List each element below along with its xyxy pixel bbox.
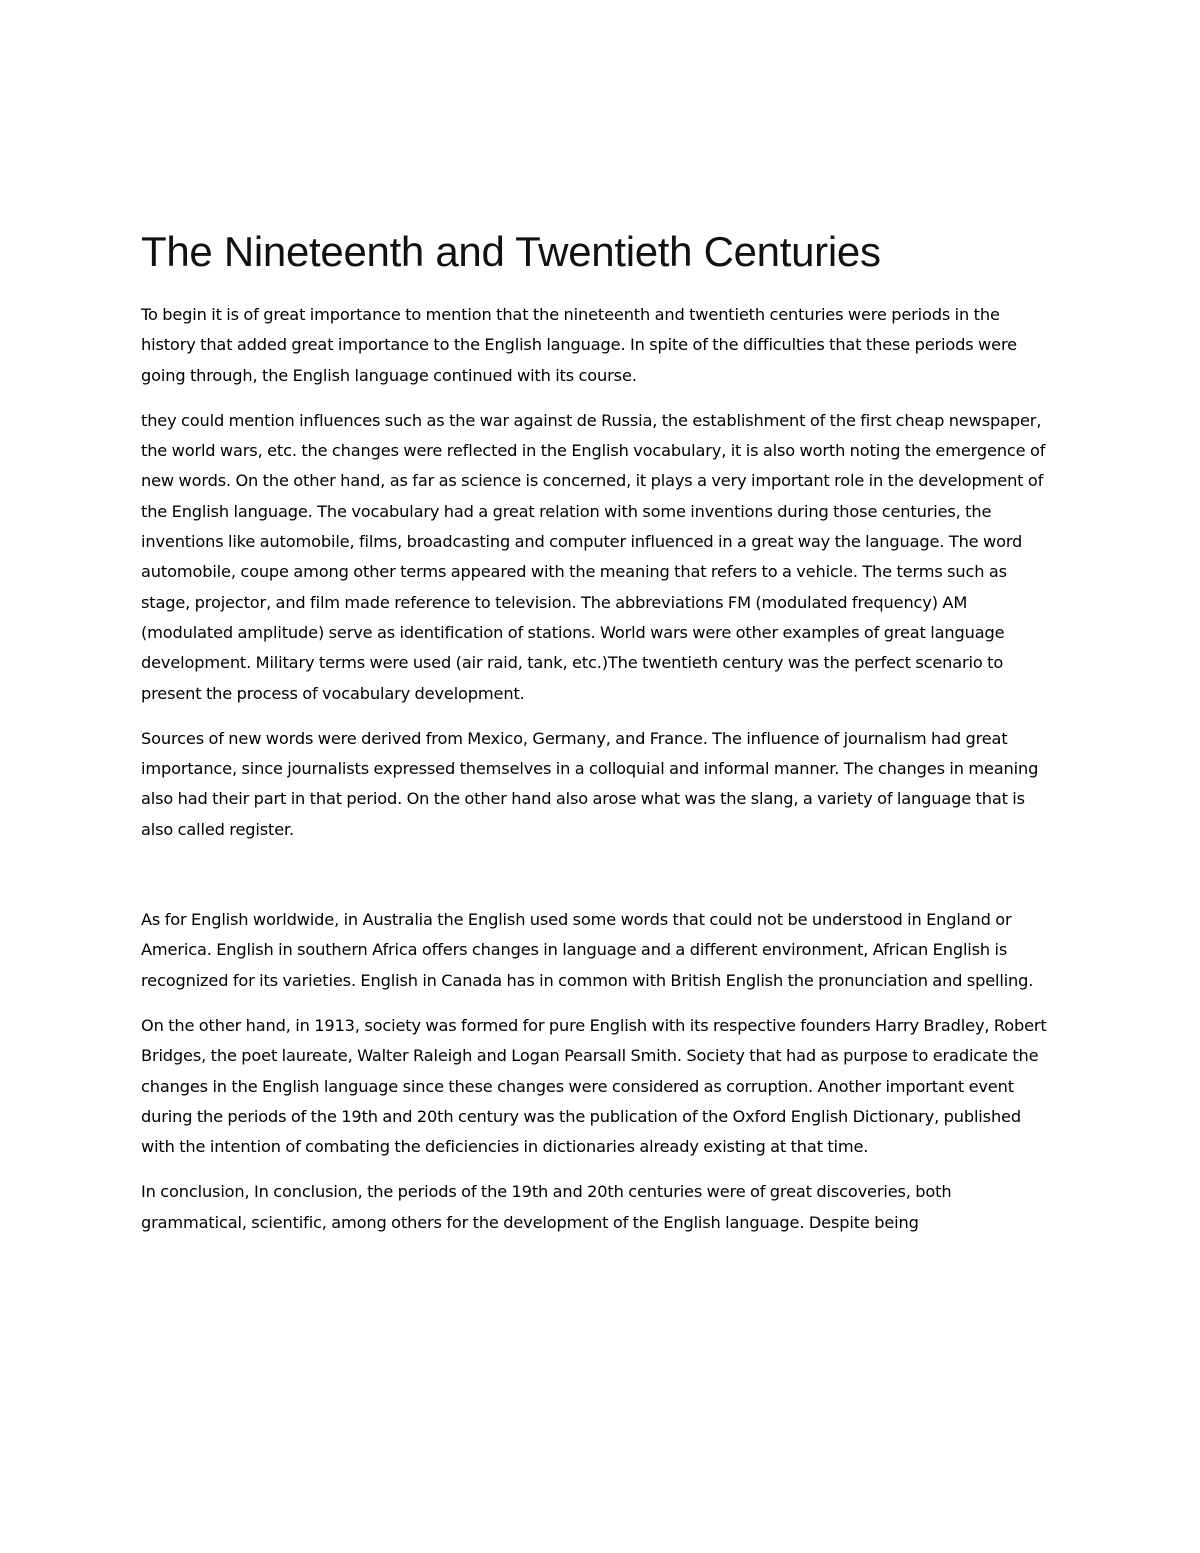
paragraph-sources: Sources of new words were derived from Mexico, Germany, and France. The influence of journalism had great importance, since journalists expressed themselves in a colloquial and informal manner. The changes in meaning also had their part in that period. On the other hand also arose what was the slang, a variety of language that is also called register. bbox=[141, 728, 1039, 839]
paragraph-worldwide: As for English worldwide, in Australia the English used some words that could not be understood in England or America. English in southern Africa offers changes in language and a different environment, African English is recognized for its varieties. English in Canada has in common with British English the pronunciation and spelling. bbox=[141, 910, 1034, 990]
document-page bbox=[141, 224, 1056, 1253]
document-title: The Nineteenth and Twentieth Centuries bbox=[141, 228, 881, 275]
paragraph-influences: they could mention influences such as the war against de Russia, the establishment of the first cheap newspaper, the world wars, etc. the changes were reflected in the English vocabulary, it is also worth noting the emergence of new words. On the other hand, as far as science is concerned, it plays a very important role in the development of the English language. The vocabulary had a great relation with some inventions during those centuries, the inventions like automobile, films, broadcasting and computer influenced in a great way the language. The word automobile, coupe among other terms appeared with the meaning that refers to a vehicle. The terms such as stage, projector, and film made reference to television. The abbreviations FM (modulated frequency) AM (modulated amplitude) serve as identification of stations. World wars were other examples of great language development. Military terms were used (air raid, tank, etc.)The twentieth century was the perfect scenario to present the process of vocabulary development. bbox=[141, 410, 1046, 703]
paragraph-society: On the other hand, in 1913, society was formed for pure English with its respective founders Harry Bradley, Robert Bridges, the poet laureate, Walter Raleigh and Logan Pearsall Smith. Society that had as purpose to eradicate the changes in the English language since these changes were considered as corruption. Another important event during the periods of the 19th and 20th century was the publication of the Oxford English Dictionary, published with the intention of combating the deficiencies in dictionaries already existing at that time. bbox=[141, 1015, 1047, 1157]
paragraph-conclusion: In conclusion, In conclusion, the periods of the 19th and 20th centuries were of great discoveries, both grammatical, scientific, among others for the development of the English language. Despite being bbox=[141, 1182, 952, 1232]
blank-line bbox=[141, 860, 1056, 905]
paragraph-intro: To begin it is of great importance to mention that the nineteenth and twentieth centuries were periods in the history that added great importance to the English language. In spite of the difficulties that these periods were going through, the English language continued with its course. bbox=[141, 305, 1017, 385]
